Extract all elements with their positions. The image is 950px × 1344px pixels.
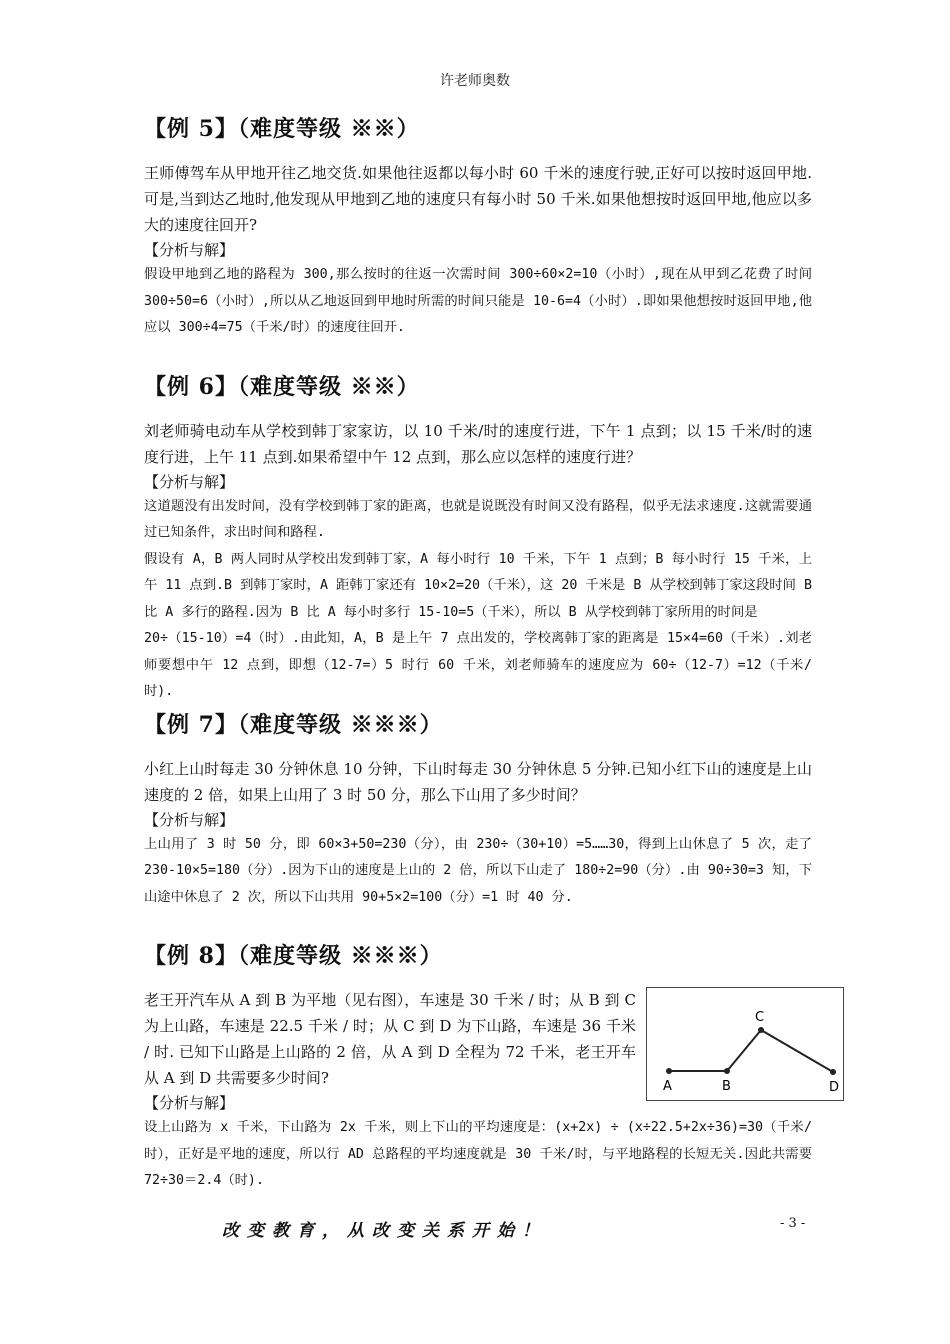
point-c-label: C bbox=[755, 1010, 765, 1025]
example-6 bbox=[144, 372, 812, 706]
example-5 bbox=[144, 114, 812, 342]
route-path bbox=[669, 1030, 833, 1072]
page-header bbox=[0, 70, 950, 90]
point-b-label: B bbox=[722, 1079, 731, 1094]
header-title: 许老师奥数 bbox=[440, 73, 510, 89]
example-5-solution: 假设甲地到乙地的路程为 300,那么按时的往返一次需时间 300÷60×2=10（小时）,现在从甲到乙花费了时间 300÷50=6（小时）,所以从乙地返回到甲地时所需的时间只能是 10-6=4（小时）.即如果他想按时返回甲地,他应以 300÷4=75（千米/时）的速度往回开. bbox=[144, 267, 812, 335]
example-6-analysis-label: 【分析与解】 bbox=[144, 472, 235, 491]
point-a-label: A bbox=[663, 1079, 672, 1094]
route-diagram-svg bbox=[647, 988, 843, 1100]
example-6-solution-p2: 假设有 A，B 两人同时从学校出发到韩丁家，A 每小时行 10 千米，下午 1 点到；B 每小时行 15 千米，上午 11 点到.B 到韩丁家时，A 距韩丁家还有 10×2=20（千米），这 20 千米是 B 从学校到韩丁家这段时间 B 比 A 多行的路程.因为 B 比 A 每小时多行 15-10=5（千米），所以 B 从学校到韩丁家所用的时间是 bbox=[144, 551, 812, 620]
example-8-body bbox=[144, 987, 840, 1095]
route-diagram bbox=[646, 987, 844, 1101]
example-5-analysis-label: 【分析与解】 bbox=[144, 241, 235, 259]
example-7-problem: 小红上山时每走 30 分钟休息 10 分钟，下山时每走 30 分钟休息 5 分钟.已知小红下山的速度是上山速度的 2 倍，如果上山用了 3 时 50 分，那么下山用了多少时间？ bbox=[144, 759, 812, 804]
example-8-solution: 设上山路为 x 千米，下山路为 2x 千米，则上下山的平均速度是：(x+2x) ÷ (x÷22.5+2x÷36)=30（千米/时），正好是平地的速度，所以行 AD 总路程的平均速度就是 30 千米/时，与平地路程的长短无关.因此共需要 72÷30＝2.4（时). bbox=[144, 1120, 812, 1188]
example-8-analysis-label: 【分析与解】 bbox=[144, 1094, 235, 1112]
point-d-dot bbox=[830, 1069, 836, 1075]
point-b-dot bbox=[724, 1068, 730, 1074]
example-5-problem: 王师傅驾车从甲地开往乙地交货.如果他往返都以每小时 60 千米的速度行驶,正好可以按时返回甲地.可是,当到达乙地时,他发现从甲地到乙地的速度只有每小时 50 千米.如果他想按时返回甲地,他应以多大的速度往回开? bbox=[144, 164, 812, 234]
example-7-analysis-label: 【分析与解】 bbox=[144, 810, 235, 829]
point-a-dot bbox=[666, 1068, 672, 1074]
example-6-solution-p3: 20÷（15-10）=4（时）.由此知，A，B 是上午 7 点出发的，学校离韩丁家的距离是 15×4=60（千米）.刘老师要想中午 12 点到，即想（12-7=）5 时行 60 千米，刘老师骑车的速度应为 60÷（12-7）=12（千米/时). bbox=[144, 631, 812, 699]
example-6-problem: 刘老师骑电动车从学校到韩丁家家访，以 10 千米/时的速度行进，下午 1 点到；以 15 千米/时的速度行进，上午 11 点到.如果希望中午 12 点到，那么应以怎样的速度行进？ bbox=[144, 421, 812, 466]
example-7-solution: 上山用了 3 时 50 分，即 60×3+50=230（分），由 230÷（30+10）=5……30，得到上山休息了 5 次，走了 230-10×5=180（分）.因为下山的速度是上山的 2 倍，所以下山走了 180÷2=90（分）.由 90÷30=3 知，下山途中休息了 2 次，所以下山共用 90+5×2=100（分）=1 时 40 分. bbox=[144, 836, 812, 905]
example-8 bbox=[144, 941, 840, 1195]
point-d-label: D bbox=[829, 1080, 840, 1095]
example-6-solution-p1: 这道题没有出发时间，没有学校到韩丁家的距离，也就是说既没有时间又没有路程，似乎无法求速度.这就需要通过已知条件，求出时间和路程. bbox=[144, 498, 812, 540]
example-8-title: 【例 8】（难度等级 ※※※） bbox=[144, 943, 443, 969]
example-5-title: 【例 5】（难度等级 ※※） bbox=[144, 116, 420, 142]
footer-slogan: 改变教育，从改变关系开始！ bbox=[222, 1221, 547, 1241]
example-7-title: 【例 7】（难度等级 ※※※） bbox=[144, 711, 443, 738]
example-8-problem: 老王开汽车从 A 到 B 为平地（见右图），车速是 30 千米 / 时；从 B 到 C 为上山路，车速是 22.5 千米 / 时；从 C 到 D 为下山路，车速是 36 千米 / 时. 已知下山路是上山路的 2 倍，从 A 到 D 全程为 72 千米，老王开车从 A 到 D 共需要多少时间? bbox=[144, 991, 636, 1087]
document-body bbox=[144, 114, 840, 1211]
example-7 bbox=[144, 710, 812, 912]
example-6-title: 【例 6】（难度等级 ※※） bbox=[144, 373, 420, 400]
point-c-dot bbox=[758, 1027, 764, 1033]
page-number: - 3 - bbox=[780, 1216, 806, 1231]
